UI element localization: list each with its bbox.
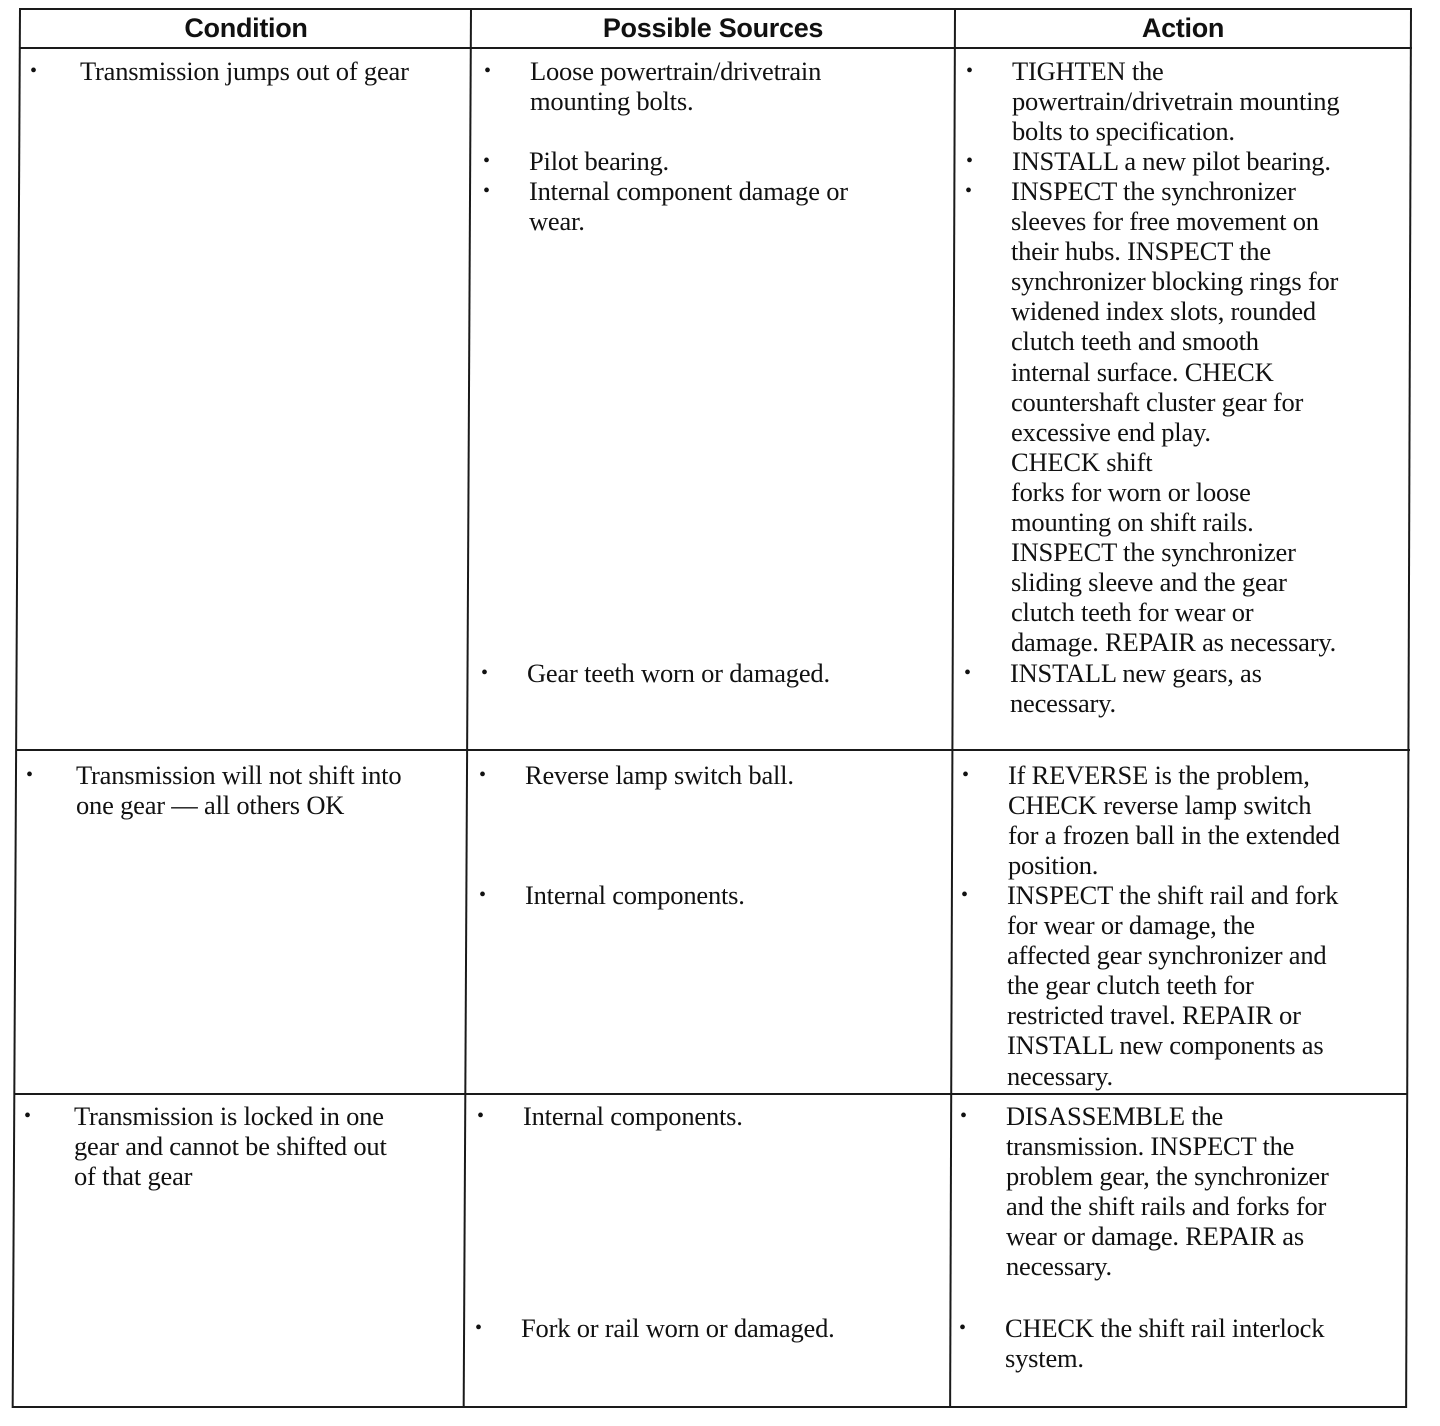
action-item-line: widened index slots, rounded (1011, 296, 1316, 327)
condition-text (24, 1101, 387, 1191)
action-item-line: CHECK the shift rail interlock (1005, 1313, 1325, 1343)
possible-source-item-line: wear. (529, 206, 585, 237)
bullet-icon: • (962, 764, 969, 786)
bullet-icon: • (481, 662, 488, 684)
possible-source-item (479, 760, 794, 790)
possible-source-item (477, 1101, 743, 1131)
action-item-line: clutch teeth for wear or (1011, 597, 1254, 628)
action-item-line: necessary. (1010, 688, 1116, 719)
bullet-icon: • (959, 1317, 966, 1339)
action-item-line: powertrain/drivetrain mounting (1012, 86, 1340, 117)
possible-source-item (479, 880, 745, 910)
action-item (961, 880, 1338, 1091)
action-item-line: clutch teeth and smooth (1011, 326, 1259, 357)
action-item (965, 176, 1338, 658)
action-item (966, 56, 1339, 146)
bullet-icon: • (483, 180, 490, 202)
action-item-line: If REVERSE is the problem, (1008, 760, 1310, 790)
condition-text-line: one gear — all others OK (76, 790, 345, 821)
header-action: Action (1141, 12, 1225, 43)
row-divider-1 (17, 749, 1410, 751)
action-item-line: problem gear, the synchronizer (1006, 1161, 1329, 1192)
action-item-line: the gear clutch teeth for (1007, 970, 1254, 1001)
action-item-line: synchronizer blocking rings for (1011, 266, 1339, 297)
possible-source-item-line: Pilot bearing. (529, 146, 669, 176)
action-item-line: mounting on shift rails. (1011, 507, 1254, 538)
bullet-icon: • (966, 60, 973, 82)
bullet-icon: • (479, 764, 486, 786)
condition-text-line: gear and cannot be shifted out (74, 1131, 387, 1162)
table-bottom-border (12, 1406, 1406, 1408)
action-item-line: INSTALL new components as (1007, 1030, 1324, 1061)
action-item-line: their hubs. INSPECT the (1011, 236, 1271, 267)
left-border (12, 8, 21, 1408)
action-item-line: CHECK shift (1011, 446, 1153, 477)
possible-source-item-line: Internal component damage or (529, 176, 848, 206)
possible-source-item-line: Internal components. (525, 880, 745, 910)
action-item-line: for wear or damage, the (1007, 910, 1255, 941)
possible-source-item-line: Gear teeth worn or damaged. (527, 658, 830, 688)
bullet-icon: • (964, 662, 971, 684)
action-item (962, 760, 1340, 880)
possible-source-item-line: Internal components. (523, 1101, 743, 1131)
action-item-line: sleeves for free movement on (1011, 206, 1319, 237)
bullet-icon: • (475, 1317, 482, 1339)
col-divider-1 (463, 8, 472, 1408)
action-item-line: sliding sleeve and the gear (1011, 567, 1287, 598)
condition-text (26, 760, 401, 820)
condition-text (30, 56, 409, 86)
possible-source-item (483, 176, 848, 236)
bullet-icon: • (30, 60, 37, 82)
action-item-line: damage. REPAIR as necessary. (1011, 627, 1337, 658)
possible-source-item (484, 56, 821, 116)
action-item (966, 146, 1331, 176)
action-item (959, 1313, 1324, 1373)
header-possible-sources: Possible Sources (602, 12, 824, 43)
action-item-line: position. (1008, 850, 1099, 881)
possible-source-item (481, 658, 830, 688)
action-item-line: for a frozen ball in the extended (1008, 820, 1340, 851)
condition-text-line: of that gear (74, 1161, 193, 1192)
possible-source-item (483, 146, 669, 176)
header-condition: Condition (184, 12, 308, 43)
bullet-icon: • (961, 884, 968, 906)
row-divider-2 (14, 1093, 1407, 1095)
condition-text-line: Transmission is locked in one (74, 1101, 384, 1131)
possible-source-item (475, 1313, 835, 1343)
action-item-line: excessive end play. (1011, 416, 1211, 447)
bullet-icon: • (960, 1105, 967, 1127)
action-item-line: affected gear synchronizer and (1007, 940, 1327, 971)
action-item-line: TIGHTEN the (1012, 56, 1164, 86)
bullet-icon: • (966, 150, 973, 172)
action-item-line: restricted travel. REPAIR or (1007, 1000, 1301, 1031)
action-item-line: transmission. INSPECT the (1006, 1131, 1295, 1162)
action-item-line: CHECK reverse lamp switch (1008, 790, 1312, 821)
action-item-line: INSTALL a new pilot bearing. (1012, 146, 1331, 176)
condition-text-line: Transmission will not shift into (76, 760, 402, 790)
action-item-line: forks for worn or loose (1011, 476, 1251, 507)
condition-text-line: Transmission jumps out of gear (80, 56, 409, 86)
action-item-line: countershaft cluster gear for (1011, 386, 1304, 417)
possible-source-item-line: Loose powertrain/drivetrain (530, 56, 822, 86)
col-divider-2 (949, 8, 956, 1408)
possible-source-item-line: mounting bolts. (530, 86, 694, 117)
action-item-line: and the shift rails and forks for (1006, 1191, 1327, 1222)
action-item (960, 1101, 1329, 1282)
action-item-line: system. (1005, 1343, 1084, 1374)
action-item-line: INSPECT the synchronizer (1011, 537, 1296, 568)
action-item (964, 658, 1262, 718)
bullet-icon: • (26, 764, 33, 786)
bullet-icon: • (24, 1105, 31, 1127)
bullet-icon: • (483, 150, 490, 172)
action-item-line: internal surface. CHECK (1011, 356, 1274, 387)
action-item-line: bolts to specification. (1012, 116, 1235, 147)
action-item-line: INSTALL new gears, as (1010, 658, 1262, 688)
bullet-icon: • (965, 180, 972, 202)
action-item-line: DISASSEMBLE the (1006, 1101, 1224, 1131)
bullet-icon: • (479, 884, 486, 906)
bullet-icon: • (484, 60, 491, 82)
action-item-line: INSPECT the synchronizer (1011, 176, 1296, 206)
right-border (1405, 8, 1412, 1408)
bullet-icon: • (477, 1105, 484, 1127)
possible-source-item-line: Fork or rail worn or damaged. (521, 1313, 835, 1343)
possible-source-item-line: Reverse lamp switch ball. (525, 760, 794, 790)
action-item-line: INSPECT the shift rail and fork (1007, 880, 1339, 910)
action-item-line: wear or damage. REPAIR as (1006, 1221, 1304, 1252)
action-item-line: necessary. (1006, 1251, 1112, 1282)
action-item-line: necessary. (1007, 1060, 1113, 1091)
